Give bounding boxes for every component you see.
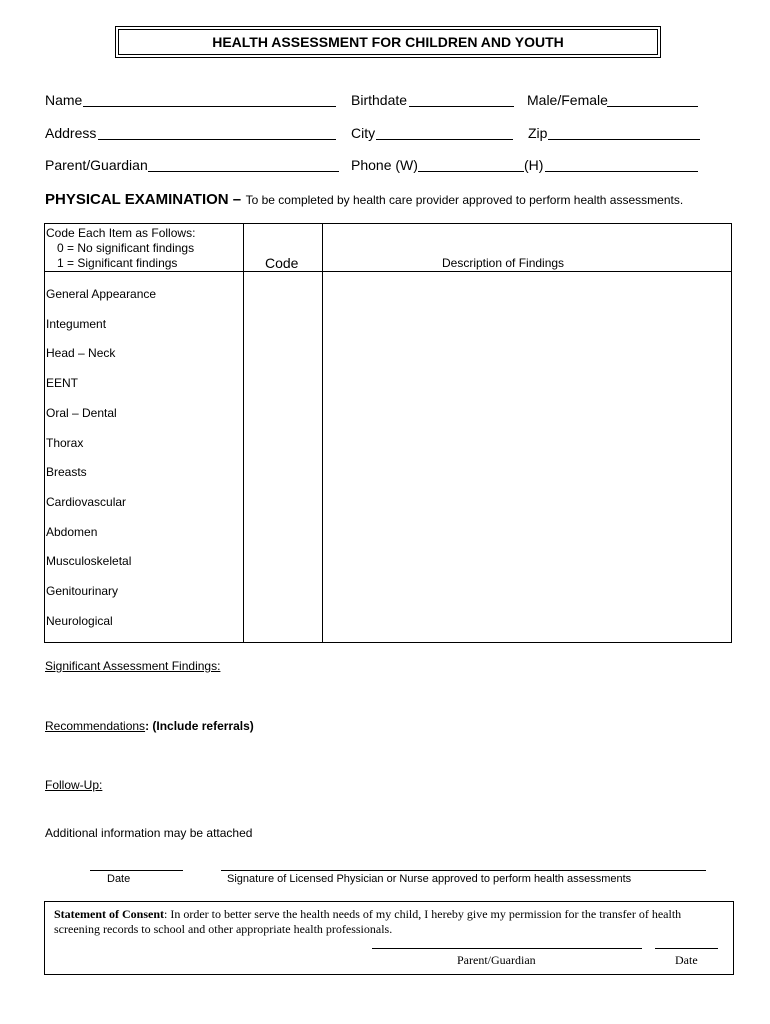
exam-item-head-neck: Head – Neck bbox=[46, 346, 116, 360]
zip-label: Zip bbox=[528, 125, 548, 141]
guardian-field[interactable] bbox=[148, 171, 339, 172]
date-signature-line[interactable] bbox=[90, 870, 183, 871]
exam-item-abdomen: Abdomen bbox=[46, 525, 98, 539]
consent-date-line[interactable] bbox=[655, 948, 718, 949]
exam-item-integument: Integument bbox=[46, 317, 107, 331]
recommendations-label: Recommendations bbox=[45, 719, 146, 733]
consent-heading: Statement of Consent bbox=[54, 907, 164, 921]
consent-statement bbox=[54, 907, 724, 937]
address-label: Address bbox=[45, 125, 97, 141]
phone-w-label: Phone (W) bbox=[351, 157, 418, 173]
consent-date-label: Date bbox=[675, 953, 698, 967]
exam-item-thorax: Thorax bbox=[46, 436, 84, 450]
exam-item-oral-dental: Oral – Dental bbox=[46, 406, 117, 420]
name-field[interactable] bbox=[83, 106, 336, 107]
recommendations-section bbox=[45, 719, 254, 733]
table-divider-code bbox=[243, 224, 244, 642]
exam-item-eent: EENT bbox=[46, 376, 79, 390]
physician-signature-label: Signature of Licensed Physician or Nurse approved to perform health assessments bbox=[227, 873, 632, 885]
table-divider-desc bbox=[322, 224, 323, 642]
name-label: Name bbox=[45, 92, 83, 108]
physical-exam-heading bbox=[45, 191, 683, 209]
guardian-label: Parent/Guardian bbox=[45, 157, 148, 173]
city-label: City bbox=[351, 125, 376, 141]
title-box bbox=[115, 26, 661, 58]
exam-item-cardiovascular: Cardiovascular bbox=[46, 495, 127, 509]
exam-item-neurological: Neurological bbox=[46, 614, 113, 628]
page-title: HEALTH ASSESSMENT FOR CHILDREN AND YOUTH bbox=[118, 29, 658, 55]
description-header: Description of Findings bbox=[442, 256, 565, 270]
sex-field[interactable] bbox=[607, 106, 698, 107]
sex-label: Male/Female bbox=[527, 92, 608, 108]
city-field[interactable] bbox=[376, 139, 513, 140]
consent-box bbox=[44, 901, 734, 975]
exam-item-genitourinary: Genitourinary bbox=[46, 584, 119, 598]
phone-h-label: (H) bbox=[524, 157, 544, 173]
exam-item-musculoskeletal: Musculoskeletal bbox=[46, 554, 132, 568]
consent-text: : In order to better serve the health needs of my child, I hereby give my permission for the transfer of health screening records to school and other appropriate health professionals. bbox=[54, 907, 682, 936]
exam-item-general-appearance: General Appearance bbox=[46, 287, 157, 301]
legend-title: Code Each Item as Follows: bbox=[46, 226, 196, 240]
address-field[interactable] bbox=[98, 139, 336, 140]
legend-zero: 0 = No significant findings bbox=[57, 241, 195, 255]
phone-w-field[interactable] bbox=[418, 171, 524, 172]
physical-exam-subtitle: To be completed by health care provider approved to perform health assessments. bbox=[245, 193, 684, 207]
table-header-divider bbox=[45, 271, 731, 272]
birthdate-label: Birthdate bbox=[351, 92, 408, 108]
legend-one: 1 = Significant findings bbox=[57, 256, 178, 270]
additional-info-note: Additional information may be attached bbox=[45, 826, 253, 840]
recommendations-suffix: : (Include referrals) bbox=[145, 719, 254, 733]
guardian-signature-line[interactable] bbox=[372, 948, 642, 949]
exam-item-breasts: Breasts bbox=[46, 465, 87, 479]
guardian-signature-label: Parent/Guardian bbox=[457, 953, 536, 967]
birthdate-field[interactable] bbox=[409, 106, 514, 107]
physical-exam-title: PHYSICAL EXAMINATION – bbox=[45, 191, 242, 208]
findings-section-label: Significant Assessment Findings: bbox=[45, 659, 221, 673]
physician-signature-line[interactable] bbox=[221, 870, 706, 871]
phone-h-field[interactable] bbox=[545, 171, 698, 172]
date-signature-label: Date bbox=[107, 873, 131, 885]
followup-section-label: Follow-Up: bbox=[45, 778, 103, 792]
exam-table bbox=[44, 223, 732, 643]
code-header: Code bbox=[265, 255, 299, 271]
zip-field[interactable] bbox=[548, 139, 700, 140]
